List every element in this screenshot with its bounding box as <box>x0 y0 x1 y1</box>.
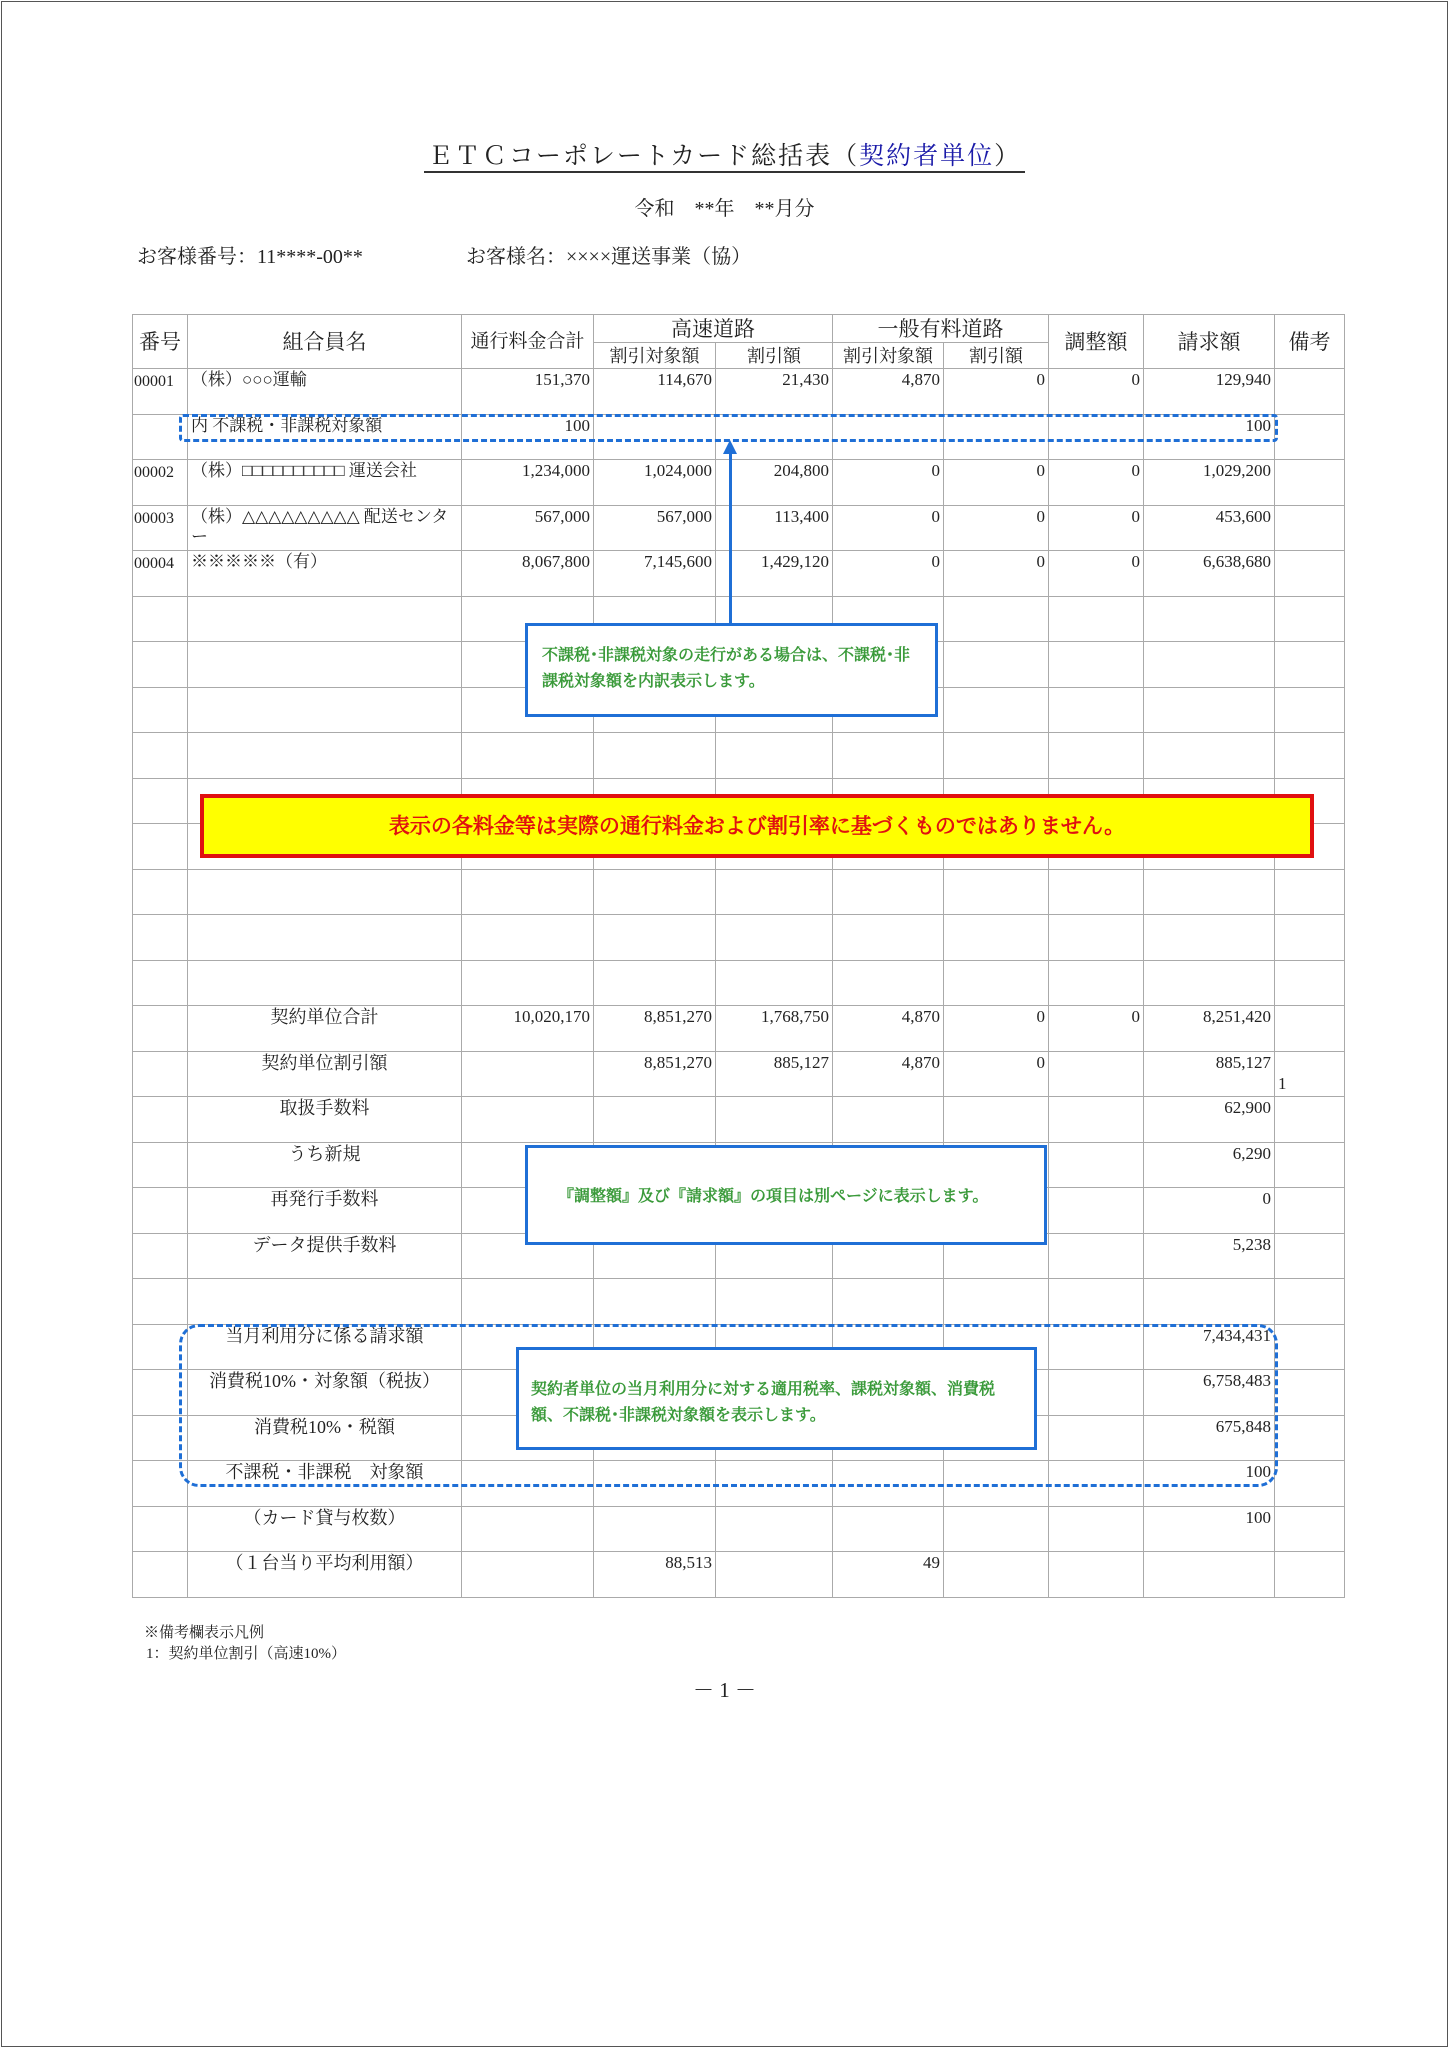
expressway-discount-cell: 113,400 <box>716 505 833 551</box>
remarks-cell <box>1275 505 1345 551</box>
adjustment-cell: 0 <box>1049 460 1144 506</box>
empty-row <box>133 869 1345 915</box>
member-name: （株）□□□□□□□□□□ 運送会社 <box>188 460 462 506</box>
empty-cell <box>1144 733 1275 779</box>
billing-cell: 1,029,200 <box>1144 460 1275 506</box>
row-number <box>133 1233 188 1279</box>
table-row <box>133 460 1345 506</box>
expressway-discount-target-cell: 567,000 <box>594 505 716 551</box>
adjustment-cell: 0 <box>1049 505 1144 551</box>
billing-cell: 0 <box>1144 1188 1275 1234</box>
expressway-discount-target-cell <box>594 1097 716 1143</box>
toll-total-cell: 1,234,000 <box>462 460 594 506</box>
callout-tax-summary: 契約者単位の当月利用分に対する適用税率、課税対象額、消費税額、不課税･非課税対象額を表示します。 <box>516 1347 1037 1450</box>
summary-label: 消費税10%・税額 <box>188 1415 462 1461</box>
billing-cell: 6,290 <box>1144 1142 1275 1188</box>
header-toll-total: 通行料金合計 <box>462 315 594 369</box>
member-name: （株）△△△△△△△△△ 配送センター <box>188 505 462 551</box>
empty-cell <box>1144 687 1275 733</box>
billing-cell: 100 <box>1144 1506 1275 1552</box>
empty-row <box>133 733 1345 779</box>
warning-banner: 表示の各料金等は実際の通行料金および割引率に基づくものではありません。 <box>200 794 1314 858</box>
expressway-discount-target-cell: 88,513 <box>594 1552 716 1598</box>
toll-total-cell <box>462 1051 594 1097</box>
empty-cell <box>833 960 944 1006</box>
title-main: ＥＴＣコーポレートカード総括表（ <box>427 143 860 170</box>
billing-period: 令和 **年 **月分 <box>634 198 815 220</box>
adjustment-cell: 0 <box>1049 369 1144 415</box>
empty-cell <box>716 733 833 779</box>
empty-cell <box>716 869 833 915</box>
summary-label: 不課税・非課税 対象額 <box>188 1461 462 1507</box>
callout-separate-page: 『調整額』及び『請求額』の項目は別ページに表示します。 <box>525 1145 1047 1245</box>
general-discount-cell: 0 <box>944 369 1049 415</box>
empty-cell <box>1275 596 1345 642</box>
general-discount-target-cell: 4,870 <box>833 369 944 415</box>
row-number: 00001 <box>133 369 188 415</box>
summary-label: 取扱手数料 <box>188 1097 462 1143</box>
summary-label: データ提供手数料 <box>188 1233 462 1279</box>
toll-total-cell: 8,067,800 <box>462 551 594 597</box>
general-discount-cell: 0 <box>944 551 1049 597</box>
empty-cell <box>1275 687 1345 733</box>
toll-total-cell: 151,370 <box>462 369 594 415</box>
empty-cell <box>462 869 594 915</box>
expressway-discount-cell: 1,429,120 <box>716 551 833 597</box>
header-expressway-discount: 割引額 <box>716 343 833 369</box>
empty-row <box>133 1279 1345 1325</box>
adjustment-cell <box>1049 1142 1144 1188</box>
title-close: ） <box>994 143 1022 170</box>
adjustment-cell <box>1049 1506 1144 1552</box>
general-discount-cell <box>944 1552 1049 1598</box>
empty-cell <box>133 960 188 1006</box>
empty-cell <box>594 869 716 915</box>
summary-label: 消費税10%・対象額（税抜） <box>188 1370 462 1416</box>
expressway-discount-target-cell <box>594 1506 716 1552</box>
header-general-discount: 割引額 <box>944 343 1049 369</box>
summary-label: うち新規 <box>188 1142 462 1188</box>
empty-row <box>133 915 1345 961</box>
billing-cell: 7,434,431 <box>1144 1324 1275 1370</box>
summary-label: 再発行手数料 <box>188 1188 462 1234</box>
empty-cell <box>188 596 462 642</box>
empty-cell <box>944 960 1049 1006</box>
empty-cell <box>594 733 716 779</box>
row-number: 00003 <box>133 505 188 551</box>
callout-tax-exempt: 不課税･非課税対象の走行がある場合は、不課税･非課税対象額を内訳表示します。 <box>525 623 938 717</box>
empty-cell <box>133 733 188 779</box>
summary-label: 当月利用分に係る請求額 <box>188 1324 462 1370</box>
member-name: （株）○○○運輸 <box>188 369 462 415</box>
general-discount-target-cell: 0 <box>833 460 944 506</box>
expressway-discount-cell: 885,127 <box>716 1051 833 1097</box>
empty-cell <box>1049 733 1144 779</box>
row-number <box>133 1006 188 1052</box>
expressway-discount-target-cell: 1,024,000 <box>594 460 716 506</box>
table-row <box>133 369 1345 415</box>
tax-exempt-highlight-frame <box>179 414 1278 442</box>
empty-cell <box>1275 960 1345 1006</box>
empty-cell <box>833 733 944 779</box>
member-name: ※※※※※（有） <box>188 551 462 597</box>
empty-cell <box>1275 733 1345 779</box>
empty-cell <box>716 915 833 961</box>
empty-cell <box>1049 1279 1144 1325</box>
empty-cell <box>462 915 594 961</box>
callout-arrow-head-icon <box>723 440 737 454</box>
customer-number: お客様番号：11****-00** <box>137 246 363 268</box>
empty-row <box>133 960 1345 1006</box>
summary-label: 契約単位合計 <box>188 1006 462 1052</box>
table-row <box>133 1506 1345 1552</box>
general-discount-target-cell: 49 <box>833 1552 944 1598</box>
remarks-cell <box>1275 1006 1345 1052</box>
empty-cell <box>188 960 462 1006</box>
expressway-discount-cell: 1,768,750 <box>716 1006 833 1052</box>
remarks-cell <box>1275 1415 1345 1461</box>
header-general-toll: 一般有料道路 <box>833 315 1049 343</box>
empty-cell <box>1144 915 1275 961</box>
empty-cell <box>1275 642 1345 688</box>
expressway-discount-target-cell: 7,145,600 <box>594 551 716 597</box>
remarks-cell <box>1275 551 1345 597</box>
empty-cell <box>1049 687 1144 733</box>
expressway-discount-target-cell: 114,670 <box>594 369 716 415</box>
billing-cell <box>1144 1552 1275 1598</box>
header-expressway-discount-target: 割引対象額 <box>594 343 716 369</box>
remarks-cell <box>1275 1506 1345 1552</box>
adjustment-cell: 0 <box>1049 551 1144 597</box>
empty-cell <box>1144 596 1275 642</box>
general-discount-target-cell <box>833 1506 944 1552</box>
empty-cell <box>716 960 833 1006</box>
adjustment-cell: 0 <box>1049 1006 1144 1052</box>
remarks-cell <box>1275 1461 1345 1507</box>
header-remarks: 備考 <box>1275 315 1345 369</box>
header-expressway: 高速道路 <box>594 315 833 343</box>
remarks-cell <box>1275 1324 1345 1370</box>
header-adjustment: 調整額 <box>1049 315 1144 369</box>
empty-cell <box>1275 869 1345 915</box>
header-member: 組合員名 <box>188 315 462 369</box>
empty-cell <box>944 733 1049 779</box>
billing-cell: 6,638,680 <box>1144 551 1275 597</box>
general-discount-cell: 0 <box>944 1051 1049 1097</box>
empty-cell <box>944 642 1049 688</box>
empty-cell <box>133 869 188 915</box>
billing-cell: 453,600 <box>1144 505 1275 551</box>
remarks-cell <box>1275 414 1345 460</box>
empty-cell <box>833 869 944 915</box>
empty-cell <box>716 1279 833 1325</box>
general-discount-cell: 0 <box>944 460 1049 506</box>
toll-total-cell <box>462 1552 594 1598</box>
adjustment-cell <box>1049 1233 1144 1279</box>
row-number <box>133 1188 188 1234</box>
adjustment-cell <box>1049 1188 1144 1234</box>
empty-cell <box>944 915 1049 961</box>
page-number: － 1 － <box>693 1678 756 1702</box>
callout-arrow-line <box>729 452 732 623</box>
empty-cell <box>1144 1279 1275 1325</box>
empty-cell <box>462 960 594 1006</box>
empty-cell <box>944 869 1049 915</box>
empty-cell <box>1144 869 1275 915</box>
remarks-cell <box>1275 1097 1345 1143</box>
empty-cell <box>1049 915 1144 961</box>
empty-cell <box>594 1279 716 1325</box>
empty-cell <box>188 869 462 915</box>
remarks-legend-title: ※備考欄表示凡例 <box>144 1625 265 1641</box>
empty-cell <box>1049 596 1144 642</box>
row-number: 00004 <box>133 551 188 597</box>
billing-cell: 100 <box>1144 1461 1275 1507</box>
title-highlight: 契約者単位 <box>859 143 995 170</box>
empty-cell <box>133 778 188 824</box>
table-row <box>133 505 1345 551</box>
customer-name: お客様名：××××運送事業（協） <box>466 246 752 268</box>
billing-cell: 675,848 <box>1144 1415 1275 1461</box>
toll-total-cell: 10,020,170 <box>462 1006 594 1052</box>
remarks-cell <box>1275 1233 1345 1279</box>
expressway-discount-cell <box>716 1506 833 1552</box>
empty-cell <box>133 642 188 688</box>
remarks-cell <box>1275 369 1345 415</box>
general-discount-cell: 0 <box>944 1006 1049 1052</box>
empty-cell <box>944 1279 1049 1325</box>
general-discount-cell <box>944 1506 1049 1552</box>
billing-cell: 100 <box>1144 414 1275 460</box>
billing-cell: 8,251,420 <box>1144 1006 1275 1052</box>
empty-cell <box>133 687 188 733</box>
empty-cell <box>594 915 716 961</box>
table-row <box>133 551 1345 597</box>
table-row <box>133 1006 1345 1052</box>
empty-cell <box>188 642 462 688</box>
general-discount-target-cell: 0 <box>833 551 944 597</box>
empty-cell <box>833 915 944 961</box>
general-discount-target-cell <box>833 1097 944 1143</box>
remarks-cell <box>1275 1370 1345 1416</box>
empty-cell <box>188 1279 462 1325</box>
header-no: 番号 <box>133 315 188 369</box>
empty-cell <box>944 687 1049 733</box>
empty-cell <box>1049 960 1144 1006</box>
billing-cell: 129,940 <box>1144 369 1275 415</box>
remarks-cell: 1 <box>1275 1051 1345 1097</box>
header-general-discount-target: 割引対象額 <box>833 343 944 369</box>
empty-cell <box>462 1279 594 1325</box>
remarks-cell <box>1275 1188 1345 1234</box>
remarks-legend-item: 1：契約単位割引（高速10%） <box>146 1646 346 1662</box>
empty-cell <box>188 687 462 733</box>
general-discount-target-cell: 4,870 <box>833 1006 944 1052</box>
empty-cell <box>1144 960 1275 1006</box>
toll-total-cell: 100 <box>462 414 594 460</box>
empty-cell <box>133 915 188 961</box>
empty-cell <box>462 733 594 779</box>
empty-cell <box>188 733 462 779</box>
row-number <box>133 1552 188 1598</box>
adjustment-cell <box>1049 1051 1144 1097</box>
expressway-discount-cell: 204,800 <box>716 460 833 506</box>
empty-cell <box>133 1279 188 1325</box>
adjustment-cell <box>1049 1097 1144 1143</box>
billing-cell: 62,900 <box>1144 1097 1275 1143</box>
summary-label: （１台当り平均利用額） <box>188 1552 462 1598</box>
expressway-discount-target-cell: 8,851,270 <box>594 1051 716 1097</box>
remarks-cell <box>1275 1142 1345 1188</box>
toll-total-cell: 567,000 <box>462 505 594 551</box>
table-row <box>133 1051 1345 1097</box>
remarks-cell <box>1275 1552 1345 1598</box>
header-billing: 請求額 <box>1144 315 1275 369</box>
summary-label: 契約単位割引額 <box>188 1051 462 1097</box>
summary-label: （カード貸与枚数） <box>188 1506 462 1552</box>
empty-cell <box>133 824 188 870</box>
member-name: 内 不課税・非課税対象額 <box>188 414 462 460</box>
row-number <box>133 1097 188 1143</box>
expressway-discount-cell: 21,430 <box>716 369 833 415</box>
expressway-discount-cell <box>716 1552 833 1598</box>
general-discount-cell: 0 <box>944 505 1049 551</box>
empty-cell <box>1275 915 1345 961</box>
billing-cell: 885,127 <box>1144 1051 1275 1097</box>
empty-cell <box>188 915 462 961</box>
adjustment-cell <box>1049 1552 1144 1598</box>
empty-cell <box>1144 642 1275 688</box>
row-number <box>133 1506 188 1552</box>
table-row <box>133 1097 1345 1143</box>
row-number <box>133 1142 188 1188</box>
row-number <box>133 1051 188 1097</box>
row-number: 00002 <box>133 460 188 506</box>
remarks-cell <box>1275 460 1345 506</box>
billing-cell: 5,238 <box>1144 1233 1275 1279</box>
table-row <box>133 1552 1345 1598</box>
expressway-discount-target-cell: 8,851,270 <box>594 1006 716 1052</box>
expressway-discount-cell <box>716 1097 833 1143</box>
toll-total-cell <box>462 1097 594 1143</box>
general-discount-target-cell: 0 <box>833 505 944 551</box>
billing-cell: 6,758,483 <box>1144 1370 1275 1416</box>
general-discount-target-cell: 4,870 <box>833 1051 944 1097</box>
empty-cell <box>833 1279 944 1325</box>
general-discount-cell <box>944 1097 1049 1143</box>
empty-cell <box>1275 1279 1345 1325</box>
empty-cell <box>944 596 1049 642</box>
toll-total-cell <box>462 1506 594 1552</box>
empty-cell <box>594 960 716 1006</box>
empty-cell <box>133 596 188 642</box>
page-title <box>0 136 1449 172</box>
empty-cell <box>1049 642 1144 688</box>
empty-cell <box>1049 869 1144 915</box>
